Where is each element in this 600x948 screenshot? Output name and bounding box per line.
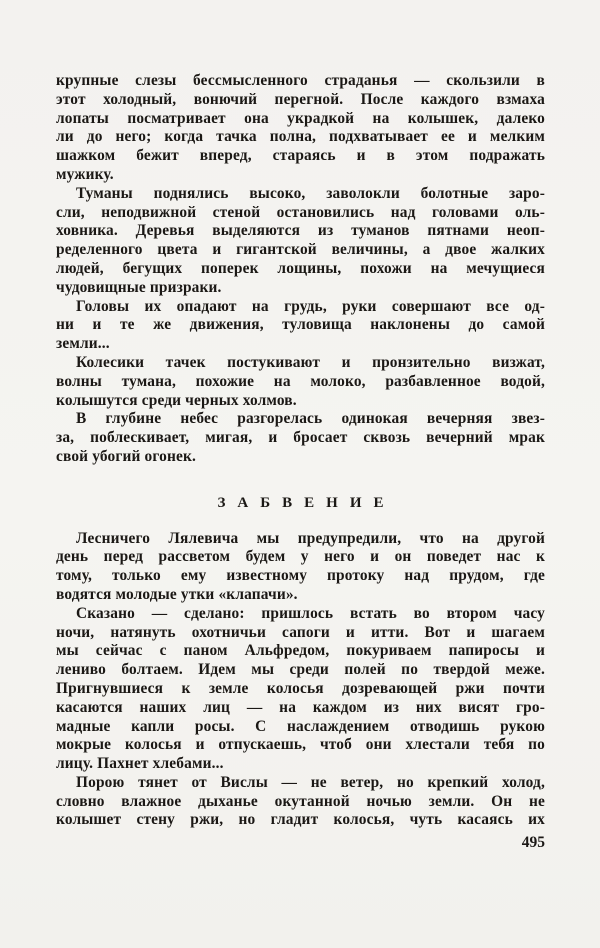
text-line: колышутся среди черных холмов.	[56, 391, 297, 409]
section-heading: ЗАБВЕНИЕ	[217, 494, 396, 511]
text-line: сли, неподвижной стеной остановились над головами оль-	[56, 203, 545, 221]
text-line: ховника. Деревья выделяются из туманов пятнами неоп-	[56, 222, 545, 240]
page-number: 495	[521, 834, 545, 851]
text-line: мужику.	[56, 165, 114, 183]
text-line: ределенного цвета и гигантской величины, а двое жалких	[56, 241, 545, 259]
paragraph	[56, 185, 545, 298]
text-line: ли до него; когда тачка полна, подхватывает ее и мелким	[56, 128, 545, 146]
text-line: ни и те же движения, туловища наклонены до самой	[56, 316, 545, 334]
text-line: словно влажное дыханье окутанной ночью земли. Он не	[56, 792, 545, 810]
text-line: мы сейчас с паном Альфредом, покуриваем папиросы и	[56, 642, 545, 660]
text-line: мадные капли росы. С наслаждением отводишь рукою	[56, 717, 545, 735]
paragraph	[56, 354, 545, 410]
text-line: шажком бежит вперед, стараясь и в этом подражать	[56, 147, 545, 165]
text-line: Лесничего Лялевича мы предупредили, что на другой	[76, 529, 545, 547]
text-line: ночи, натянуть охотничьи сапоги и итти. Вот и шагаем	[56, 623, 545, 641]
text-line: колышет стену ржи, но гладит колосья, чуть касаясь их	[56, 811, 545, 829]
text-line: лицу. Пахнет хлебами...	[56, 755, 224, 773]
page-text-column	[56, 72, 545, 830]
text-line: за, поблескивает, мигая, и бросает сквозь вечерний мрак	[56, 429, 545, 447]
paragraph	[56, 530, 545, 605]
text-line: земли...	[56, 335, 110, 353]
paragraph	[56, 410, 545, 466]
text-line: касаются наших лиц — на каждом из них висят гро-	[56, 698, 545, 716]
paragraph	[56, 774, 545, 830]
paragraph	[56, 298, 545, 354]
text-line: Пригнувшиеся к земле колосья дозревающей ржи почти	[56, 679, 545, 697]
text-line: крупные слезы бессмысленного страданья — скользили в	[56, 72, 545, 89]
text-line: свой убогий огонек.	[56, 447, 196, 465]
text-line: этот холодный, вонючий перегной. После каждого взмаха	[56, 90, 545, 108]
text-line: волны тумана, похожие на молоко, разбавленное водой,	[56, 372, 545, 390]
text-line: чудовищные призраки.	[56, 278, 222, 296]
paragraph	[56, 605, 545, 774]
text-line: Головы их опадают на грудь, руки совершают все од-	[76, 297, 545, 315]
text-line: лениво болтаем. Идем мы среди полей по твердой меже.	[56, 661, 545, 679]
text-line: Сказано — сделано: пришлось встать во втором часу	[76, 604, 545, 622]
text-line: лопаты посматривает она украдкой на колышек, далеко	[56, 109, 545, 127]
paragraph	[56, 72, 545, 185]
text-line: Порою тянет от Вислы — не ветер, но крепкий холод,	[76, 773, 545, 791]
text-line: тому, только ему известному протоку над прудом, где	[56, 567, 545, 585]
text-line: мокрые колосья и отпускаешь, чтоб они хлестали тебя по	[56, 736, 545, 754]
text-line: Колесики тачек постукивают и пронзительно визжат,	[76, 353, 545, 371]
text-line: водятся молодые утки «клапачи».	[56, 585, 298, 603]
text-line: день перед рассветом будем у него и он поведет нас к	[56, 548, 545, 566]
text-line: людей, бегущих поперек лощины, похожи на мечущиеся	[56, 259, 545, 277]
text-line: Туманы поднялись высоко, заволокли болотные заро-	[76, 184, 545, 202]
text-line: В глубине небес разгорелась одинокая вечерняя звез-	[76, 410, 545, 428]
